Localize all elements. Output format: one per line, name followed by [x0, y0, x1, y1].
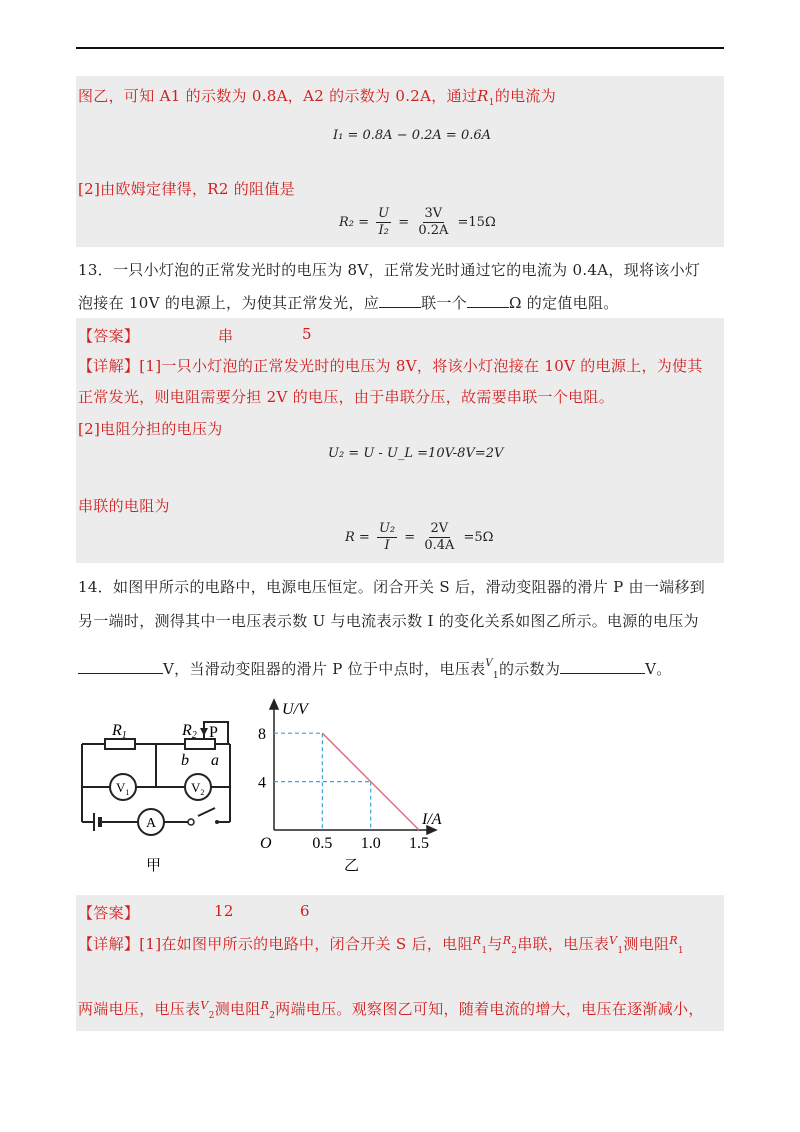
caption-jia: 甲: [146, 858, 162, 874]
label-v1: $V_1$: [116, 780, 130, 797]
detail-line: 【详解】[1]在如图甲所示的电路中，闭合开关 S 后，电阻$^R_1$与$^R_2$串联，电压表$^V_1$测电阻$^R_1$: [78, 934, 684, 956]
label-b: b: [181, 752, 189, 769]
label-ammeter: A: [146, 816, 157, 831]
switch-contact: [215, 820, 219, 824]
question-14-line: V，当滑动变阻器的滑片 P 位于中点时，电压表$^V_1$的示数为 V。: [78, 658, 672, 681]
solution-line: [2]由欧姆定律得，R2 的阻值是: [78, 180, 295, 198]
answer-line: 【答案】 串 5: [78, 325, 312, 345]
label-p: P: [209, 724, 218, 741]
label-r1: R1: [112, 722, 127, 741]
resistor-r1: [105, 739, 135, 749]
formula-series-resistance: R = $\frac{\text{U₂}}{I}$ = $\frac{2V}{0.4A}$ =5Ω: [345, 521, 494, 553]
question-14-line: 另一端时，测得其中一电压表示数 U 与电流表示数 I 的变化关系如图乙所示。电源的电压为: [78, 612, 699, 630]
header-rule: [76, 47, 724, 49]
y-tick-label: 4: [258, 774, 266, 792]
label-r2: R2: [182, 722, 197, 741]
question-13-line: 泡接在 10V 的电源上，为使其正常发光，应 联一个 Ω 的定值电阻。: [78, 294, 619, 312]
answer-blank[interactable]: [560, 659, 645, 674]
switch-contact: [188, 819, 194, 825]
answer-blank[interactable]: [379, 293, 421, 308]
x-axis-label: I/A: [422, 811, 442, 828]
question-14-line: 14．如图甲所示的电路中，电源电压恒定。闭合开关 S 后，滑动变阻器的滑片 P 由一端移到: [78, 578, 706, 596]
detail-line: [2]电阻分担的电压为: [78, 420, 223, 438]
answer-blank[interactable]: [78, 659, 163, 674]
caption-yi: 乙: [344, 858, 360, 874]
detail-line: 串联的电阻为: [78, 497, 170, 515]
origin-label: O: [260, 835, 272, 852]
u-i-graph: [252, 694, 462, 880]
formula-voltage: U₂ = U - U_L =10V-8V=2V: [328, 446, 504, 461]
question-13-line: 13．一只小灯泡的正常发光时的电压为 8V，正常发光时通过它的电流为 0.4A，现将该小灯: [78, 261, 701, 279]
detail-line: 【详解】[1]一只小灯泡的正常发光时的电压为 8V，将该小灯泡接在 10V 的电源上，为使其: [78, 357, 703, 375]
x-tick-label: 1.0: [360, 835, 381, 852]
x-tick-label: 1.5: [409, 835, 430, 852]
slider-arrowhead: [200, 728, 208, 736]
detail-line: 正常发光，则电阻需要分担 2V 的电压，由于串联分压，故需要串联一个电阻。: [78, 388, 615, 406]
solution-line: 图乙，可知 A1 的示数为 0.8A，A2 的示数为 0.2A，通过$R_1$的电流为: [78, 87, 557, 108]
circuit-diagram: [70, 710, 250, 880]
formula-current: I₁ = 0.8A − 0.2A = 0.6A: [333, 128, 492, 143]
answer-blank[interactable]: [467, 293, 509, 308]
y-tick-label: 8: [258, 726, 266, 744]
y-axis-label: U/V: [282, 701, 308, 718]
detail-line: 两端电压，电压表$^V_2$测电阻$^R_2$两端电压。观察图乙可知，随着电流的增大，电压在逐渐减小，: [78, 999, 704, 1021]
x-tick-label: 0.5: [312, 835, 333, 852]
formula-resistance: R₂ = $\frac{U}{\text{I₂}}$ = $\frac{3V}{0.2A}$ =15Ω: [339, 206, 496, 238]
label-a: a: [211, 752, 219, 769]
series-line: [322, 733, 419, 830]
label-v2: $V_2$: [191, 780, 205, 797]
answer-line: 【答案】 12 6: [78, 902, 310, 922]
